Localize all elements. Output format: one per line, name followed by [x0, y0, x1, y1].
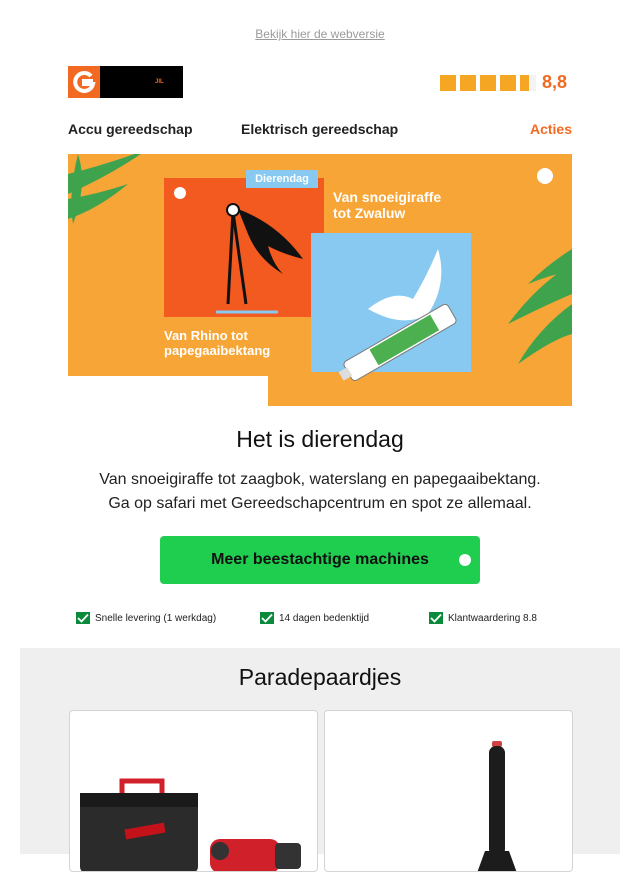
banner-dot — [174, 187, 186, 199]
usp-item — [76, 612, 216, 624]
usp-label: Klantwaardering 8.8 — [448, 612, 537, 624]
banner-title-left: Van Rhino tot papegaaibektang — [164, 328, 271, 358]
description-line: Van snoeigiraffe tot zaagbok, waterslang en papegaaibektang. — [99, 471, 541, 488]
logo-tag: JIL — [155, 79, 164, 85]
banner-illustration-icon — [68, 154, 572, 406]
check-icon — [429, 612, 443, 624]
check-icon — [76, 612, 90, 624]
nav-item-elektrisch-gereedschap[interactable]: Elektrisch gereedschap — [241, 121, 399, 137]
main-heading: Het is dierendag — [236, 426, 404, 452]
banner-title-right: Van snoeigiraffe tot Zwaluw — [333, 189, 442, 221]
main-nav — [68, 121, 572, 139]
customer-rating[interactable] — [440, 72, 567, 93]
usp-item — [260, 612, 369, 624]
cta-button[interactable] — [160, 536, 480, 584]
nav-item-accu-gereedschap[interactable]: Accu gereedschap — [68, 121, 193, 137]
products-heading: Paradepaardjes — [238, 664, 402, 690]
cta-label: Meer beestachtige machines — [211, 551, 429, 568]
products-section — [20, 648, 620, 854]
main-description — [0, 468, 640, 516]
logo-mark-icon — [68, 66, 100, 98]
usp-label: Snelle levering (1 werkdag) — [95, 612, 217, 624]
usp-bar — [0, 612, 640, 628]
rating-star-icon — [460, 75, 476, 91]
banner-badge: Dierendag — [246, 170, 318, 188]
check-icon — [260, 612, 274, 624]
dierendag-banner[interactable] — [68, 154, 572, 406]
rating-score: 8,8 — [541, 72, 567, 92]
product-card[interactable] — [324, 710, 573, 872]
usp-label: 14 dagen bedenktijd — [279, 612, 370, 624]
milwaukee-case-and-tool-image — [70, 711, 317, 871]
banner-dot — [537, 168, 553, 184]
webversion-link[interactable]: Bekijk hier de webversie — [255, 27, 385, 41]
product-card[interactable] — [69, 710, 318, 872]
cta-dot — [459, 554, 471, 566]
description-line: Ga op safari met Gereedschapcentrum en spot ze allemaal. — [108, 495, 532, 512]
rating-star-icon — [500, 75, 516, 91]
rating-star-icon — [440, 75, 456, 91]
usp-item — [429, 612, 537, 624]
rating-half-star-icon — [520, 75, 536, 91]
logo[interactable] — [68, 66, 183, 98]
nav-item-acties[interactable]: Acties — [529, 121, 572, 137]
rating-star-icon — [480, 75, 496, 91]
black-tool-image — [325, 711, 572, 871]
